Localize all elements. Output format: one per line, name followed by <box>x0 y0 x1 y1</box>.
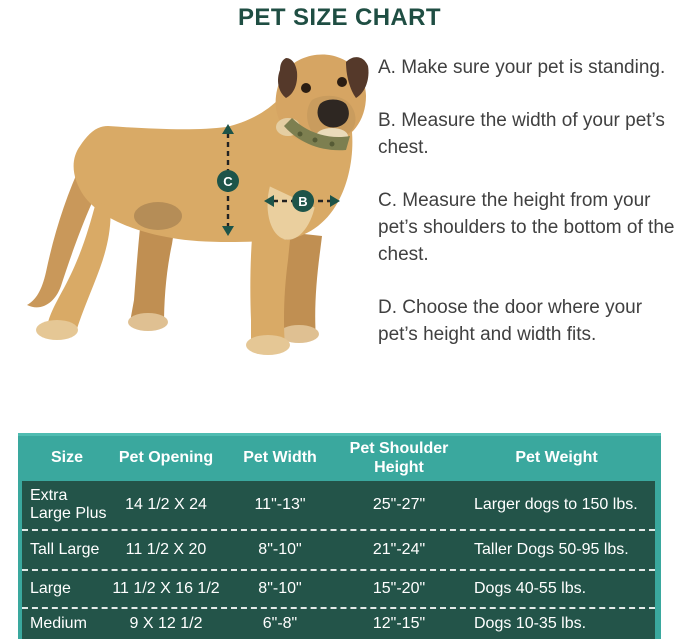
table-row <box>22 529 655 569</box>
column-header-size: Size <box>50 449 83 467</box>
cell-pet-shoulder-height: 25"-27" <box>372 496 426 513</box>
measuring-instructions <box>378 54 678 374</box>
table-row <box>22 569 655 607</box>
table-row <box>22 481 655 529</box>
instruction-b: B. Measure the width of your pet’s chest. <box>378 110 665 158</box>
collar-spot <box>330 142 335 147</box>
size-table <box>18 433 661 639</box>
marker-b-label: B <box>298 194 308 209</box>
cell-pet-opening: 11 1/2 X 16 1/2 <box>112 580 220 597</box>
cell-pet-weight: Larger dogs to 150 lbs. <box>474 496 638 513</box>
cell-pet-weight: Dogs 40-55 lbs. <box>474 580 587 597</box>
cell-pet-shoulder-height: 21"-24" <box>372 541 426 558</box>
cell-size: Large <box>30 579 71 597</box>
collar-spot <box>298 132 303 137</box>
cell-pet-width: 11"-13" <box>254 496 306 513</box>
cell-pet-width: 8"-10" <box>258 580 302 597</box>
dog-shading <box>134 202 182 230</box>
collar-spot <box>313 138 318 143</box>
size-table-header <box>22 436 655 481</box>
cell-size: Extra Large Plus <box>30 486 107 522</box>
column-header-pet-weight: Pet Weight <box>515 449 598 467</box>
table-row <box>22 607 655 639</box>
column-header-pet-opening: Pet Opening <box>118 449 214 467</box>
instruction-c: C. Measure the height from your pet’s shoulders to the bottom of the chest. <box>378 190 675 265</box>
cell-size: Tall Large <box>30 540 100 558</box>
dog-front-leg-near <box>250 238 290 347</box>
dog-paw <box>128 313 168 331</box>
page-title: PET SIZE CHART <box>238 4 441 31</box>
cell-pet-width: 6"-8" <box>262 615 298 632</box>
cell-pet-shoulder-height: 15"-20" <box>372 580 426 597</box>
cell-pet-shoulder-height: 12"-15" <box>372 615 426 632</box>
cell-pet-opening: 11 1/2 X 20 <box>125 541 207 558</box>
marker-c-label: C <box>223 174 233 189</box>
instruction-a: A. Make sure your pet is standing. <box>378 57 666 78</box>
dog-photo <box>10 40 378 385</box>
dog-paw <box>36 320 78 340</box>
cell-pet-width: 8"-10" <box>258 541 302 558</box>
dog-eye <box>337 77 347 87</box>
instruction-d: D. Choose the door where your pet’s height and width fits. <box>378 297 643 345</box>
cell-pet-opening: 14 1/2 X 24 <box>125 496 207 513</box>
cell-pet-weight: Dogs 10-35 lbs. <box>474 615 587 632</box>
column-header-pet-shoulder-height: Pet Shoulder Height <box>349 440 449 476</box>
dog-eye <box>301 83 311 93</box>
cell-size: Medium <box>30 614 87 632</box>
size-table-body <box>22 481 655 639</box>
cell-pet-weight: Taller Dogs 50-95 lbs. <box>474 541 629 558</box>
column-header-pet-width: Pet Width <box>243 449 317 467</box>
dog-paw <box>246 335 290 355</box>
cell-pet-opening: 9 X 12 1/2 <box>129 615 203 632</box>
